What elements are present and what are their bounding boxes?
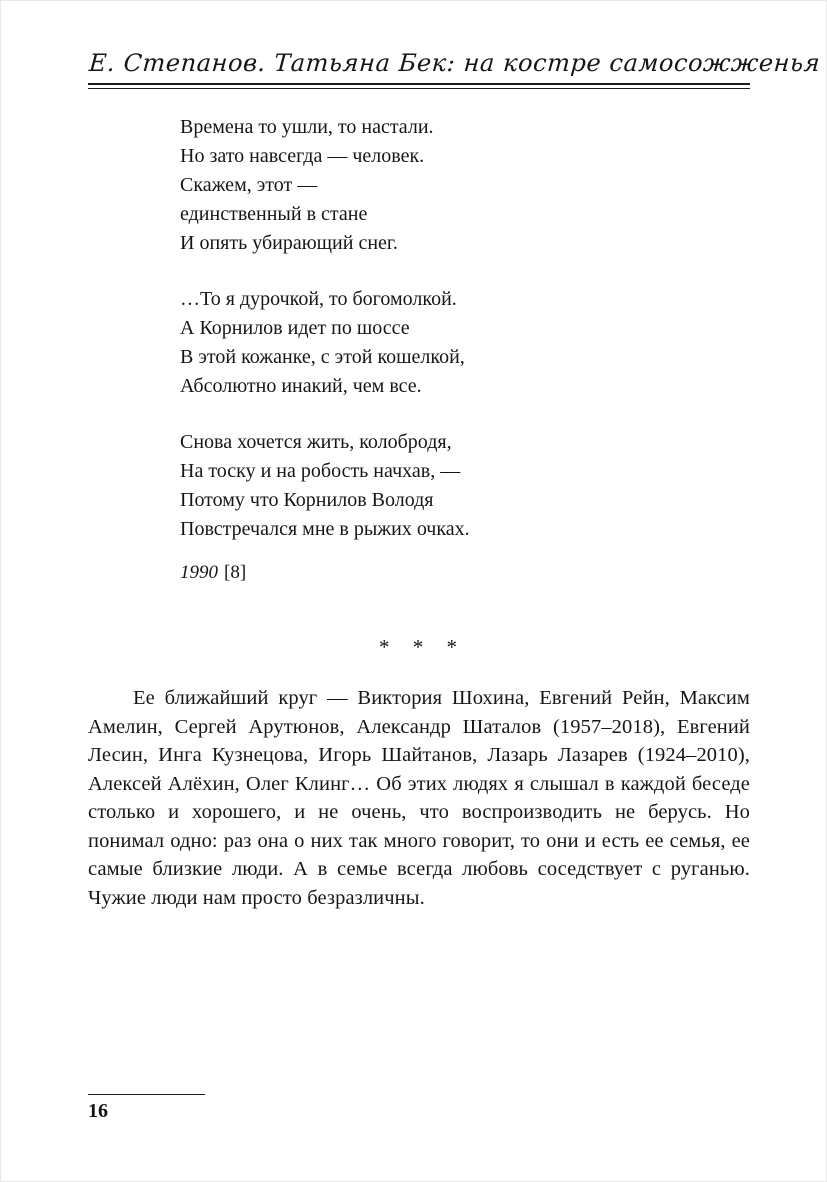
poem-line: На тоску и на робость начхав, — xyxy=(180,460,461,482)
poem-line: единственный в стане xyxy=(180,203,368,225)
poem-year: 1990 xyxy=(180,562,218,583)
poem-line: Снова хочется жить, колобродя, xyxy=(180,431,452,453)
running-header xyxy=(88,48,822,89)
poem-line: Скажем, этот — xyxy=(180,174,318,196)
header-title: Е. Степанов. Татьяна Бек: на костре самосожженья xyxy=(88,49,822,77)
poem-stanza xyxy=(180,285,750,401)
poem-line: Но зато навсегда — человек. xyxy=(180,145,425,167)
poem-line: Времена то ушли, то настали. xyxy=(180,116,434,138)
poem-line: Абсолютно инакий, чем все. xyxy=(180,375,422,397)
poem-source-ref: [8] xyxy=(224,562,247,583)
poem-line: А Корнилов идет по шоссе xyxy=(180,317,410,339)
poem-stanza xyxy=(180,113,750,258)
poem-stanza xyxy=(180,428,750,544)
poem xyxy=(180,113,750,587)
poem-line: Потому что Корнилов Володя xyxy=(180,489,434,511)
footer-rule xyxy=(88,1094,205,1095)
poem-line: …То я дурочкой, то богомолкой. xyxy=(180,288,457,310)
poem-line: В этой кожанке, с этой кошелкой, xyxy=(180,346,465,368)
prose-paragraph: Ее ближайший круг — Виктория Шохина, Евгений Рейн, Максим Амелин, Сергей Арутюнов, Александр Шаталов (1957–2018), Евгений Лесин, Инга Кузнецова, Игорь Шайтанов, Лазарь Лазарев (1924–2010), Алексей Алёхин, Олег Клинг… Об этих людях я слышал в каждой беседе столько и хорошего, и не очень, что воспроизводить не берусь. Но понимал одно: раз она о них так много говорит, то они и есть ее семья, ее самые близкие люди. А в семье всегда любовь соседствует с руганью. Чужие люди нам просто безразличны. xyxy=(88,687,750,909)
page-number: 16 xyxy=(88,1100,108,1122)
poem-line: Повстречался мне в рыжих очках. xyxy=(180,518,470,540)
poem-attribution xyxy=(180,558,750,587)
poem-line: И опять убирающий снег. xyxy=(180,232,398,254)
page-footer xyxy=(88,1094,205,1123)
section-separator: * * * xyxy=(379,635,459,659)
header-rule xyxy=(88,83,750,89)
